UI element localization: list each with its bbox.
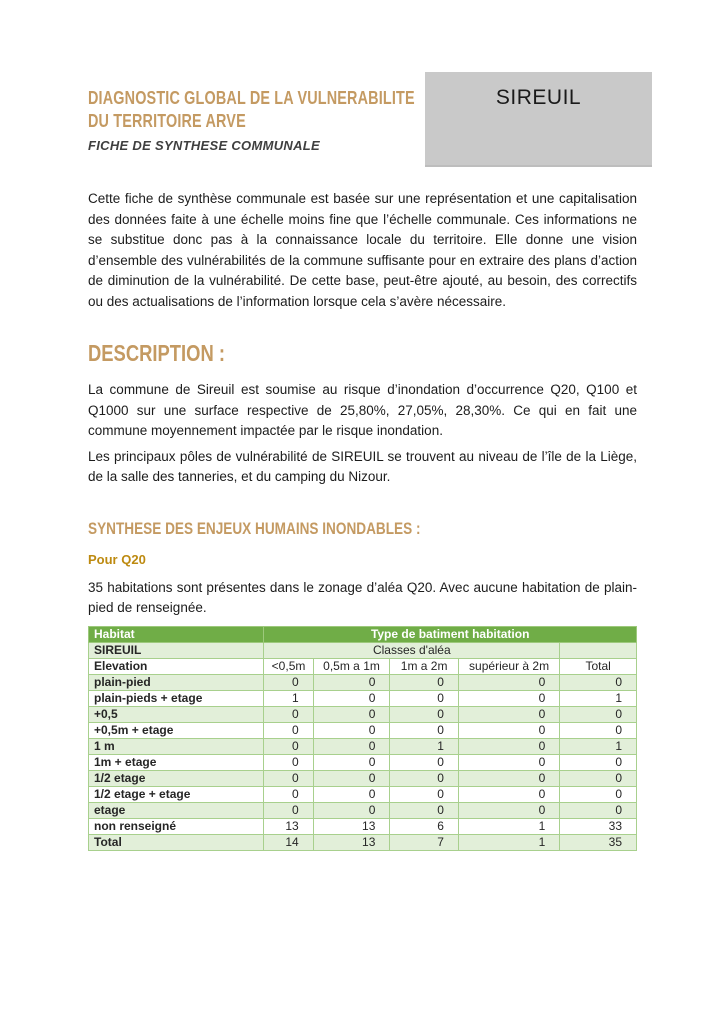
page-title-line1: DIAGNOSTIC GLOBAL DE LA VULNERABILITE xyxy=(88,88,415,108)
page-title-line2: DU TERRITOIRE ARVE xyxy=(88,111,246,131)
cell-value: 0 xyxy=(560,674,637,690)
synthese-paragraph: 35 habitations sont présentes dans le zonage d’aléa Q20. Avec aucune habitation de plain-pied de renseignée. xyxy=(88,579,637,615)
cell-value: 0 xyxy=(390,722,459,738)
row-label: etage xyxy=(89,802,264,818)
page-title xyxy=(88,87,637,133)
row-label: 1 m xyxy=(89,738,264,754)
table-row xyxy=(89,690,637,706)
cell-value: 13 xyxy=(313,818,390,834)
table-row xyxy=(89,674,637,690)
description-paragraph-2: Les principaux pôles de vulnérabilité de SIREUIL se trouvent au niveau de l’île de la Liège, de la salle des tanneries, et du camping du Nizour. xyxy=(88,448,637,484)
row-label: plain-pied xyxy=(89,674,264,690)
cell-value: 0 xyxy=(264,786,313,802)
page-content xyxy=(88,0,637,851)
header-class-4-cell: supérieur à 2m xyxy=(458,658,559,674)
cell-value: 0 xyxy=(560,786,637,802)
cell-value: 0 xyxy=(313,674,390,690)
cell-value: 0 xyxy=(313,722,390,738)
cell-value: 0 xyxy=(390,802,459,818)
cell-value: 0 xyxy=(313,786,390,802)
row-label: Total xyxy=(89,834,264,850)
cell-value: 0 xyxy=(264,738,313,754)
pour-q20-subheading: Pour Q20 xyxy=(88,551,146,567)
cell-value: 0 xyxy=(313,770,390,786)
cell-value: 0 xyxy=(264,770,313,786)
cell-value: 0 xyxy=(458,722,559,738)
table-row xyxy=(89,706,637,722)
row-label: 1/2 etage + etage xyxy=(89,786,264,802)
cell-value: 0 xyxy=(560,802,637,818)
cell-value: 0 xyxy=(458,770,559,786)
cell-value: 1 xyxy=(390,738,459,754)
table-row xyxy=(89,770,637,786)
header-habitat-cell: Habitat xyxy=(89,626,264,642)
cell-value: 0 xyxy=(390,690,459,706)
cell-value: 0 xyxy=(264,802,313,818)
page-subtitle: FICHE DE SYNTHESE COMMUNALE xyxy=(88,138,321,153)
cell-value: 0 xyxy=(313,706,390,722)
cell-value: 0 xyxy=(390,786,459,802)
table-header-row-elevation xyxy=(89,658,637,674)
habitat-table xyxy=(88,626,637,851)
header-sireuil-cell: SIREUIL xyxy=(89,642,264,658)
commune-name: SIREUIL xyxy=(495,86,582,109)
cell-value: 6 xyxy=(390,818,459,834)
cell-value: 0 xyxy=(458,706,559,722)
cell-value: 35 xyxy=(560,834,637,850)
cell-value: 1 xyxy=(458,834,559,850)
cell-value: 13 xyxy=(313,834,390,850)
header-class-3-cell: 1m a 2m xyxy=(390,658,459,674)
header-type-batiment-cell: Type de batiment habitation xyxy=(264,626,637,642)
cell-value: 0 xyxy=(458,738,559,754)
cell-value: 1 xyxy=(560,738,637,754)
cell-value: 0 xyxy=(458,690,559,706)
table-row xyxy=(89,754,637,770)
table-row xyxy=(89,722,637,738)
header-elevation-cell: Elevation xyxy=(89,658,264,674)
cell-value: 14 xyxy=(264,834,313,850)
cell-value: 1 xyxy=(560,690,637,706)
table-row xyxy=(89,818,637,834)
table-row xyxy=(89,802,637,818)
description-heading-text: DESCRIPTION : xyxy=(88,340,225,366)
cell-value: 0 xyxy=(390,754,459,770)
cell-value: 0 xyxy=(390,706,459,722)
row-label: 1/2 etage xyxy=(89,770,264,786)
row-label: non renseigné xyxy=(89,818,264,834)
description-paragraph-1: La commune de Sireuil est soumise au risque d’inondation d’occurrence Q20, Q100 et Q1000 sur une surface respective de 25,80%, 27,05%, 28,30%. Ce qui en fait une commune moyennement impactée par le risque inondation. xyxy=(88,382,637,438)
header-classes-alea-cell: Classes d'aléa xyxy=(264,642,560,658)
cell-value: 0 xyxy=(264,706,313,722)
cell-value: 33 xyxy=(560,818,637,834)
header-empty-cell xyxy=(560,642,637,658)
synthese-section-heading xyxy=(88,519,637,539)
cell-value: 0 xyxy=(390,674,459,690)
cell-value: 0 xyxy=(458,802,559,818)
cell-value: 0 xyxy=(458,786,559,802)
table-body xyxy=(89,674,637,850)
table-row xyxy=(89,738,637,754)
row-label: +0,5m + etage xyxy=(89,722,264,738)
cell-value: 0 xyxy=(313,690,390,706)
intro-paragraph: Cette fiche de synthèse communale est basée sur une représentation et une capitalisation des données faite à une échelle moins fine que l’échelle communale. Ces informations ne se substitue donc pas à la connaissance locale du territoire. Elle donne une vision d’ensemble des vulnérabilités de la commune suffisante pour en extraire des plans d’action de diminution de la vulnérabilité. De cette base, peut-être ajouté, au besoin, des correctifs ou des actualisations de l’information lorsque cela s’avère nécessaire. xyxy=(88,191,637,309)
cell-value: 0 xyxy=(264,674,313,690)
cell-value: 7 xyxy=(390,834,459,850)
cell-value: 0 xyxy=(313,754,390,770)
synthese-heading-text: SYNTHESE DES ENJEUX HUMAINS INONDABLES : xyxy=(88,518,421,538)
table-total-row xyxy=(89,834,637,850)
cell-value: 0 xyxy=(313,738,390,754)
cell-value: 13 xyxy=(264,818,313,834)
header-class-2-cell: 0,5m a 1m xyxy=(313,658,390,674)
table-row xyxy=(89,786,637,802)
cell-value: 0 xyxy=(390,770,459,786)
row-label: +0,5 xyxy=(89,706,264,722)
cell-value: 0 xyxy=(458,754,559,770)
cell-value: 0 xyxy=(560,722,637,738)
description-section-heading xyxy=(88,340,637,367)
cell-value: 0 xyxy=(560,706,637,722)
header-total-cell: Total xyxy=(560,658,637,674)
cell-value: 1 xyxy=(458,818,559,834)
table-header-row-habitat xyxy=(89,626,637,642)
cell-value: 0 xyxy=(560,770,637,786)
header-class-1-cell: <0,5m xyxy=(264,658,313,674)
cell-value: 0 xyxy=(264,722,313,738)
cell-value: 1 xyxy=(264,690,313,706)
cell-value: 0 xyxy=(458,674,559,690)
table-header-row-commune xyxy=(89,642,637,658)
cell-value: 0 xyxy=(313,802,390,818)
row-label: plain-pieds + etage xyxy=(89,690,264,706)
cell-value: 0 xyxy=(560,754,637,770)
cell-value: 0 xyxy=(264,754,313,770)
row-label: 1m + etage xyxy=(89,754,264,770)
